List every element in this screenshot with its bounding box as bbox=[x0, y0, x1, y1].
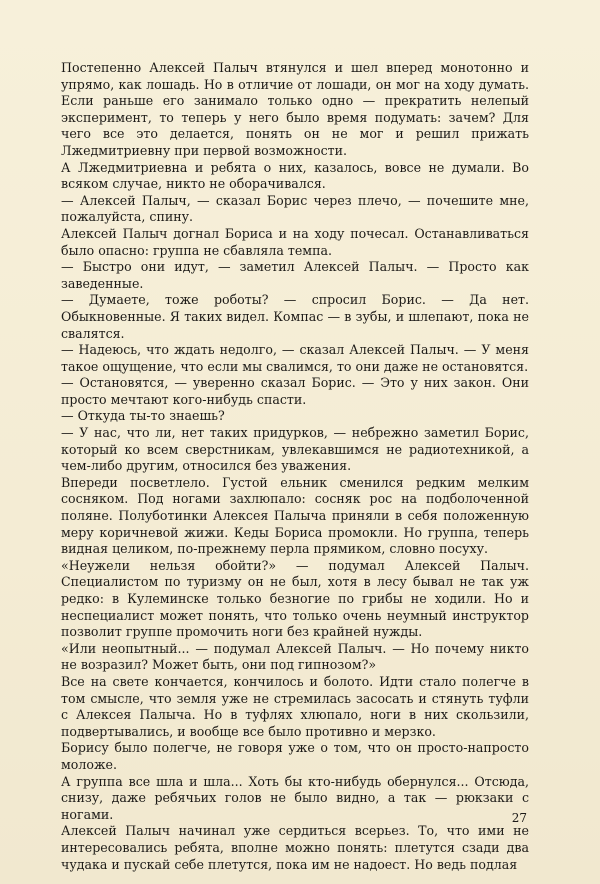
paragraph: — Быстро они идут, — заметил Алексей Палыч. — Просто как заведенные. bbox=[61, 259, 529, 291]
paragraph: Постепенно Алексей Палыч втянулся и шел вперед монотонно и упрямо, как лошадь. Но в отличие от лошади, он мог на ходу думать. Если раньше его занимало только одно — прекратить нелепый эксперимент, то теперь у него было время подумать: зачем? Для чего все это делается, понять он не мог и решил прижать Лжедмитриевну при первой возможности. bbox=[61, 60, 529, 158]
paragraph: — Остановятся, — уверенно сказал Борис. — Это у них закон. Они просто мечтают кого-нибудь спасти. bbox=[61, 375, 529, 407]
paragraph: Все на свете кончается, кончилось и болото. Идти стало полегче в том смысле, что земля уже не стремилась засосать и стянуть туфли с Алексея Палыча. Но в туфлях хлюпало, ноги в них скользили, подвертывались, и вообще все было противно и мерзко. bbox=[61, 673, 529, 739]
paragraph: «Или неопытный... — подумал Алексей Палыч. — Но почему никто не возразил? Может быть, они под гипнозом?» bbox=[61, 640, 529, 673]
paragraph: «Неужели нельзя обойти?» — подумал Алексей Палыч. Специалистом по туризму он не был, хотя в лесу бывал не так уж редко: в Кулеминске только безногие по грибы не ходили. Но и неспециалист может понять, что только очень неумный инструктор позволит группе промочить ноги без крайней нужды. bbox=[61, 557, 529, 640]
paragraph: — У нас, что ли, нет таких придурков, — небрежно заметил Борис, который ко всем сверстникам, увлекавшимся не радиотехникой, а чем-либо другим, относился без уважения. bbox=[61, 425, 529, 474]
paragraph: — Думаете, тоже роботы? — спросил Борис. — Да нет. Обыкновенные. Я таких видел. Компас — в зубы, и шлепают, пока не свалятся. bbox=[61, 292, 529, 341]
paragraph: Алексей Палыч догнал Бориса и на ходу почесал. Останавливаться было опасно: группа не сбавляла темпа. bbox=[61, 225, 529, 258]
paragraph: А Лжедмитриевна и ребята о них, казалось, вовсе не думали. Во всяком случае, никто не оборачивался. bbox=[61, 159, 529, 192]
paragraph: — Откуда ты-то знаешь? bbox=[61, 408, 225, 424]
paragraph: — Алексей Палыч, — сказал Борис через плечо, — почешите мне, пожалуйста, спину. bbox=[61, 192, 529, 225]
page-number: 27 bbox=[511, 811, 527, 825]
paragraph: Алексей Палыч начинал уже сердиться всерьез. То, что ими не интересовались ребята, вполне можно понять: плетутся сзади два чудака и пускай себе плетутся, пока им не надоест. Но ведь подлая bbox=[61, 823, 529, 872]
paragraph: Борису было полегче, не говоря уже о том, что он просто-напросто моложе. bbox=[61, 740, 529, 772]
body-text bbox=[61, 60, 529, 873]
paragraph: — Надеюсь, что ждать недолго, — сказал Алексей Палыч. — У меня такое ощущение, что если мы свалимся, то они даже не остановятся. bbox=[61, 342, 529, 374]
paragraph: Впереди посветлело. Густой ельник сменился редким мелким сосняком. Под ногами захлюпало: сосняк рос на подболоченной поляне. Полуботинки Алексея Палыча приняли в себя положенную меру коричневой жижи. Кеды Бориса промокли. Но группа, теперь видная целиком, по-прежнему перла прямиком, словно посуху. bbox=[61, 474, 529, 557]
paragraph: А группа все шла и шла... Хоть бы кто-нибудь обернулся... Отсюда, снизу, даже ребячьих голов не было видно, а так — рюкзаки с ногами. bbox=[61, 773, 529, 822]
